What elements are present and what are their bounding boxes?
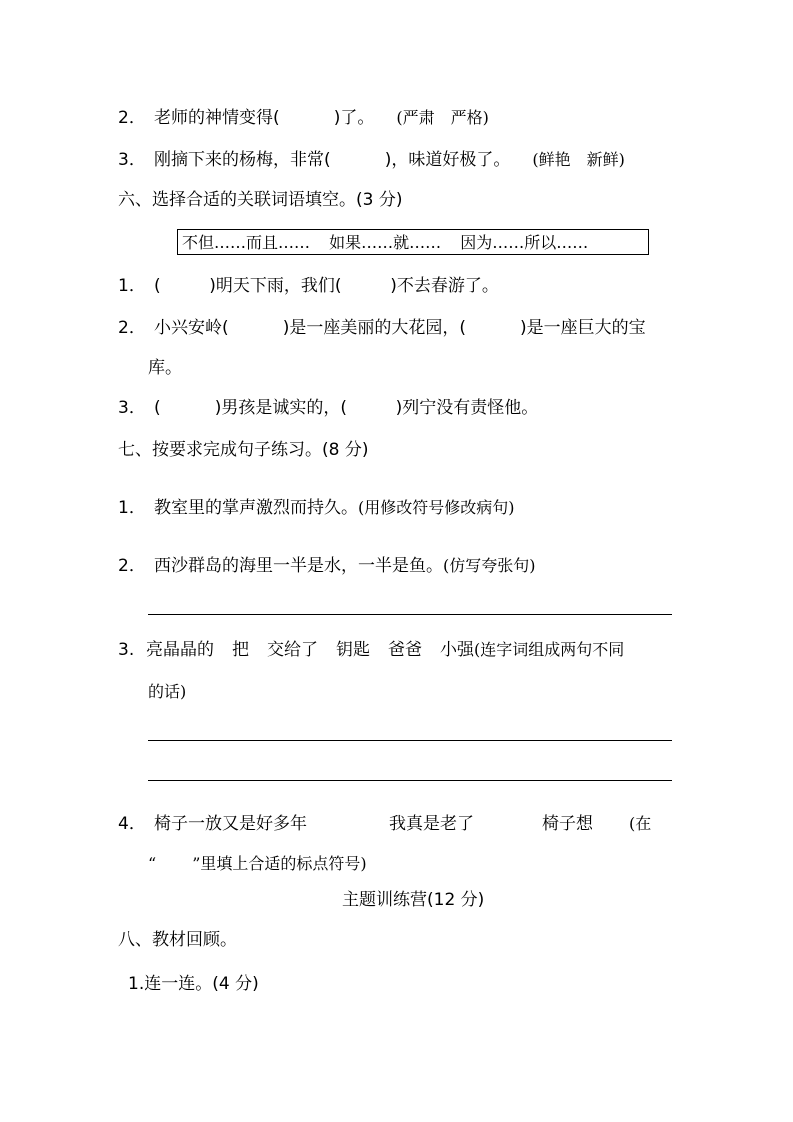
question-text: ( (154, 276, 161, 296)
question-text: )是一座巨大的宝 (520, 318, 646, 338)
word-item: 亮晶晶的 (146, 640, 214, 660)
conjunction-option: 因为……所以…… (460, 233, 589, 252)
word-item: 爸爸 (388, 640, 422, 660)
question-text: )列宁没有责怪他。 (395, 398, 539, 418)
question-5-3 (118, 148, 625, 172)
word-item: 钥匙 (336, 640, 370, 660)
sentence-part: 椅子想 (542, 814, 593, 834)
question-6-1 (118, 274, 499, 298)
question-text: )了。 (333, 108, 375, 128)
question-8-1: 1.连一连。(4 分) (128, 974, 259, 994)
instruction-hint: (用修改符号修改病句) (358, 498, 515, 517)
answer-line[interactable] (148, 740, 672, 741)
question-number: 2． (118, 108, 146, 128)
answer-blank[interactable] (161, 274, 210, 298)
question-number: 2． (118, 556, 146, 576)
question-number: 3. (118, 640, 135, 660)
answer-line[interactable] (148, 614, 672, 615)
question-6-2 (118, 316, 646, 340)
question-text: )明天下雨，我们( (209, 276, 342, 296)
word-item: 把 (232, 640, 249, 660)
question-number: 1． (118, 498, 146, 518)
instruction-hint: (连字词组成两句不同 (474, 640, 625, 659)
word-hint: (鲜艳 新鲜) (532, 150, 625, 169)
answer-line[interactable] (148, 780, 672, 781)
question-number: 3． (118, 398, 146, 418)
answer-blank[interactable] (161, 396, 215, 420)
question-text: 小兴安岭( (154, 318, 229, 338)
question-text: 老师的神情变得( (154, 108, 280, 128)
question-number: 1． (118, 276, 146, 296)
conjunction-options-box (177, 229, 649, 255)
question-number: 4． (118, 814, 146, 834)
question-7-2 (118, 554, 536, 578)
sentence-part: 我真是老了 (389, 814, 474, 834)
question-5-2 (118, 106, 489, 130)
question-7-1 (118, 496, 515, 520)
sentence-part: 椅子一放又是好多年 (154, 814, 307, 834)
answer-blank[interactable] (229, 316, 283, 340)
section-8-title: 八、教材回顾。 (118, 930, 237, 950)
question-text: )男孩是诚实的，( (214, 398, 347, 418)
answer-blank[interactable] (342, 274, 391, 298)
instruction-hint-continued (148, 852, 367, 876)
word-hint: (严肃 严格) (396, 108, 489, 127)
answer-blank[interactable] (331, 148, 385, 172)
word-item: 交给了 (267, 640, 318, 660)
question-number: 2． (118, 318, 146, 338)
conjunction-option: 如果……就…… (329, 233, 442, 252)
question-text: )，味道好极了。 (384, 150, 511, 170)
question-7-3 (118, 638, 624, 662)
question-text: )是一座美丽的大花园，( (282, 318, 466, 338)
conjunction-option: 不但……而且…… (182, 233, 311, 252)
question-text: 刚摘下来的杨梅，非常( (154, 150, 331, 170)
instruction-hint: (在 (629, 814, 652, 833)
instruction-hint-continued: 的话) (148, 682, 187, 701)
answer-blank[interactable] (347, 396, 396, 420)
question-text: 西沙群岛的海里一半是水，一半是鱼。 (154, 556, 443, 576)
question-text: )不去春游了。 (390, 276, 499, 296)
answer-blank[interactable] (466, 316, 520, 340)
question-number: 3． (118, 150, 146, 170)
question-7-4 (118, 812, 651, 836)
question-text: ( (154, 398, 161, 418)
question-6-2-continued: 库。 (148, 358, 182, 378)
quote-mark: “ (148, 854, 157, 873)
section-7-title: 七、按要求完成句子练习。(8 分) (118, 440, 369, 460)
answer-blank[interactable] (280, 106, 334, 130)
section-6-title: 六、选择合适的关联词语填空。(3 分) (118, 190, 403, 210)
word-item: 小强 (440, 640, 474, 660)
instruction-text: ”里填上合适的标点符号) (192, 854, 367, 873)
instruction-hint: (仿写夸张句) (443, 556, 536, 575)
question-text: 教室里的掌声激烈而持久。 (154, 498, 358, 518)
question-6-3 (118, 396, 538, 420)
theme-heading: 主题训练营(12 分) (342, 890, 485, 910)
